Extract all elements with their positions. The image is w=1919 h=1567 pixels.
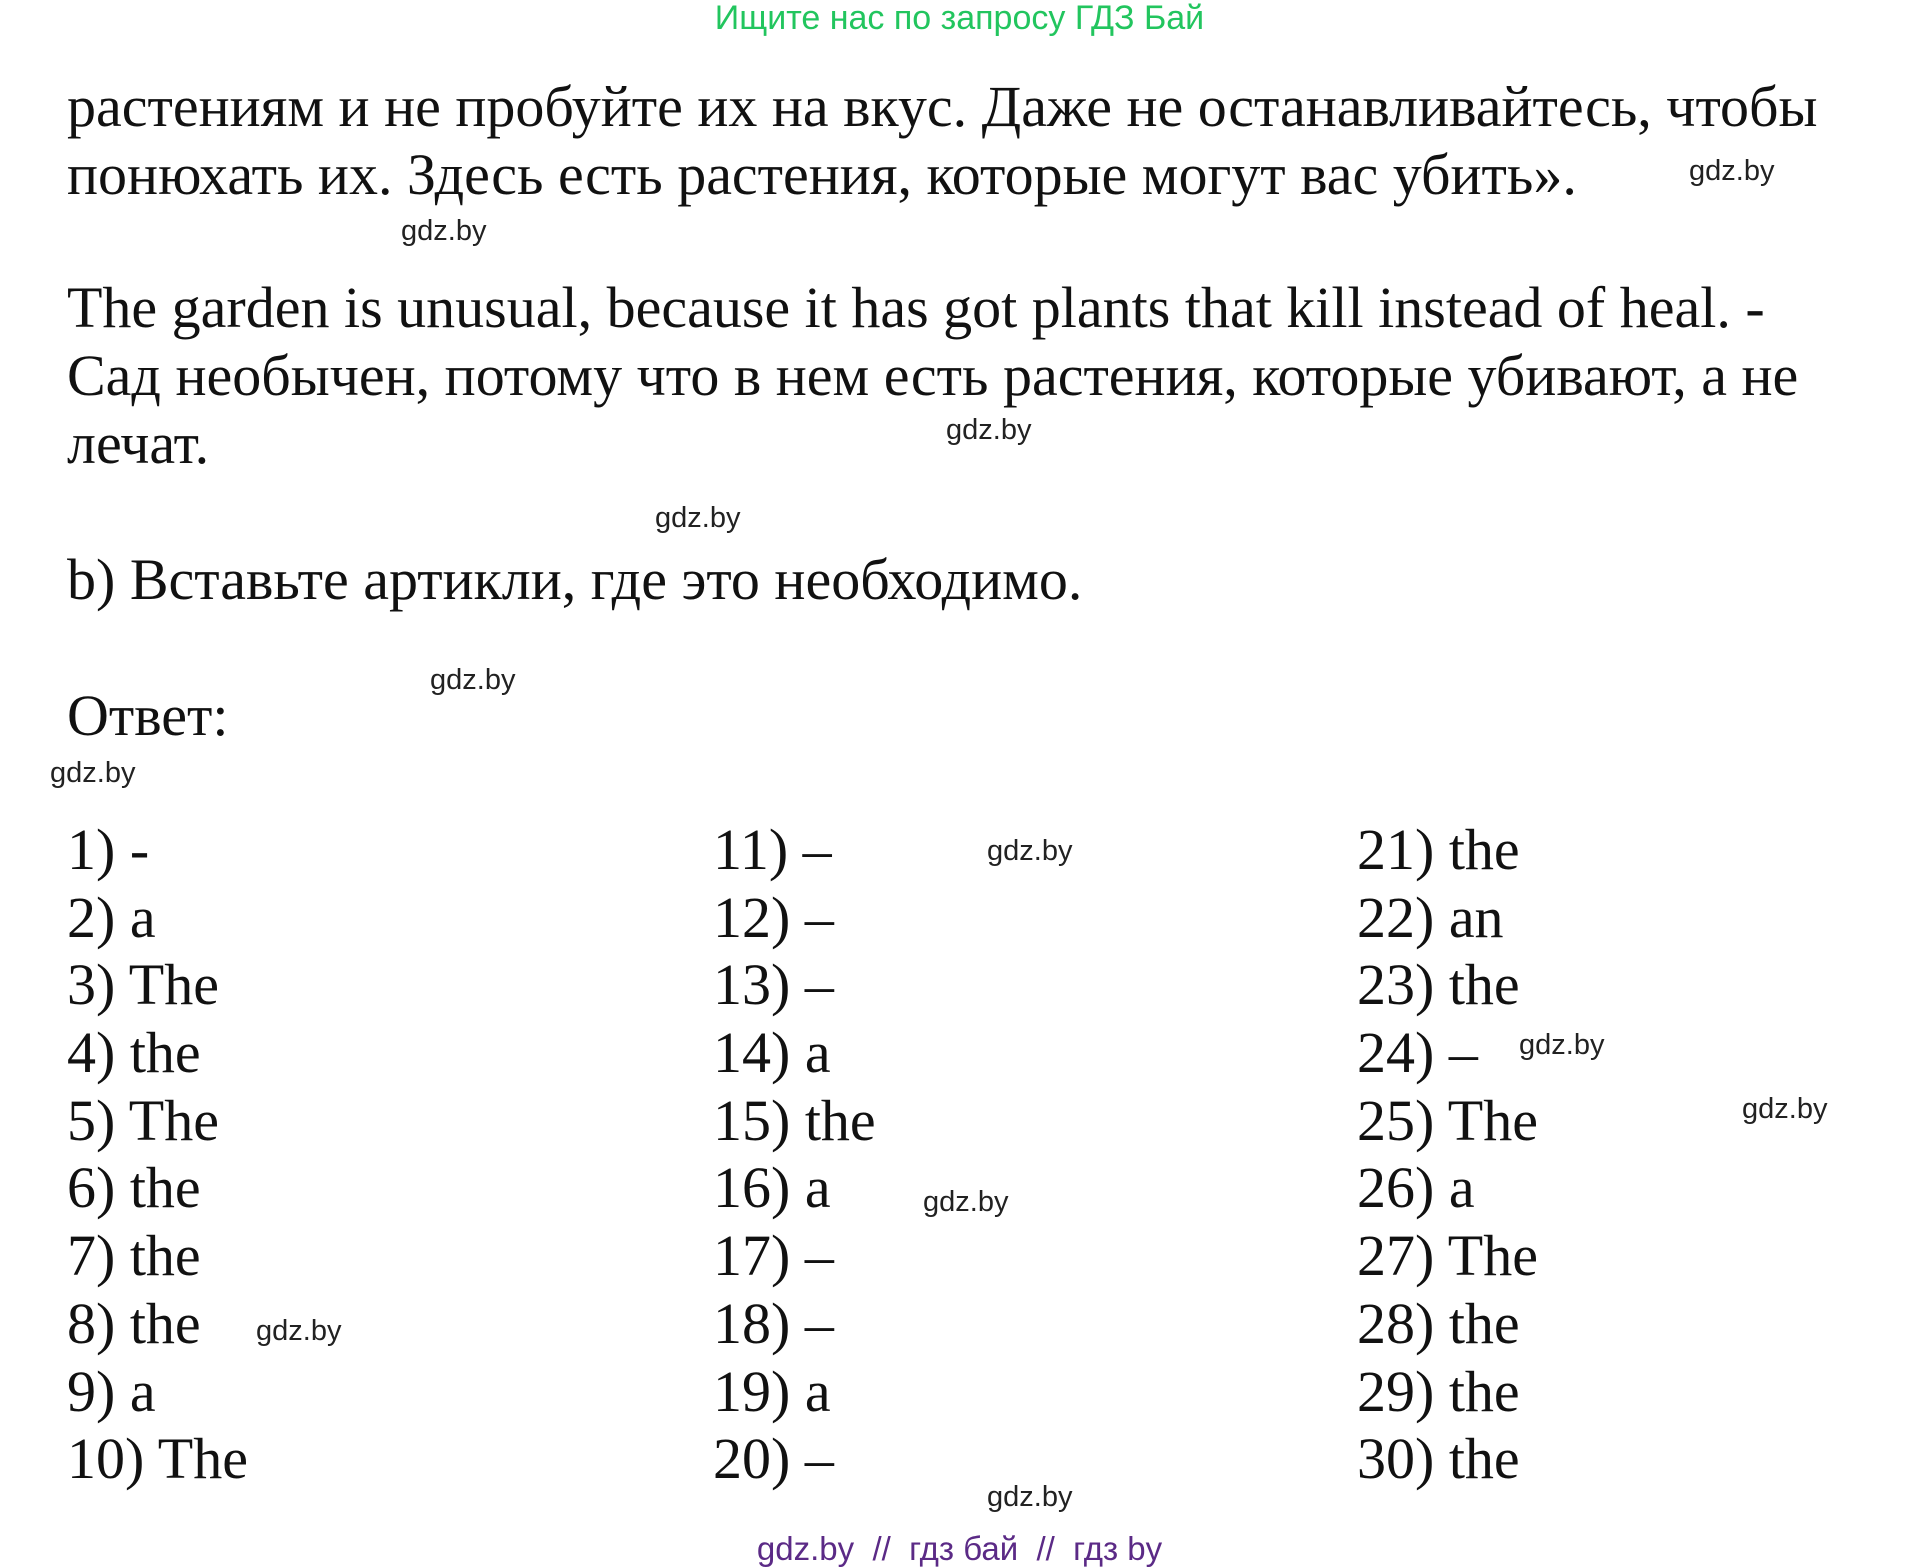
answer-item: 6) the (67, 1155, 201, 1221)
answer-item: 7) the (67, 1223, 201, 1289)
answer-item: 26) a (1357, 1155, 1475, 1221)
watermark: gdz.by (50, 757, 136, 789)
footer-links: gdz.by // гдз бай // гдз by (756, 1530, 1163, 1567)
answer-line-russian: Сад необычен, потому что в нем есть растения, которые убивают, а не (67, 343, 1799, 408)
answer-paragraph (67, 274, 1857, 478)
translation-line: понюхать их. Здесь есть растения, которые могут вас убить». (67, 142, 1577, 207)
answer-item: 25) The (1357, 1087, 1538, 1153)
answer-item: 12) – (713, 884, 834, 950)
answer-item: 29) the (1357, 1358, 1520, 1424)
watermark: gdz.by (987, 835, 1073, 867)
answer-item: 15) the (713, 1087, 876, 1153)
answers-column-1 (67, 816, 248, 1493)
answers-column-3 (1357, 816, 1538, 1493)
answer-item: 4) the (67, 1020, 201, 1086)
answer-item: 14) a (713, 1020, 831, 1086)
answer-line-english: The garden is unusual, because it has got plants that kill instead of heal. - (67, 275, 1765, 340)
answer-item: 28) the (1357, 1290, 1520, 1356)
watermark: gdz.by (923, 1186, 1009, 1218)
answer-line-russian: лечат. (67, 411, 210, 476)
watermark: gdz.by (430, 664, 516, 696)
answer-item: 27) The (1357, 1223, 1538, 1289)
task-b-text: b) Вставьте артикли, где это необходимо. (67, 547, 1083, 612)
answer-item: 21) the (1357, 817, 1520, 882)
answer-item: 1) - (67, 817, 150, 882)
answer-item: 13) – (713, 952, 834, 1018)
answer-item: 3) The (67, 952, 219, 1018)
answers-column-2 (713, 816, 876, 1493)
answer-item: 19) a (713, 1358, 831, 1424)
watermark: gdz.by (1519, 1029, 1605, 1061)
answer-item: 11) – (713, 817, 832, 882)
answer-heading-text: Ответ: (67, 683, 229, 748)
answer-item: 9) a (67, 1358, 156, 1424)
answer-item: 18) – (713, 1290, 834, 1356)
watermark: gdz.by (655, 502, 741, 534)
answer-item: 23) the (1357, 952, 1520, 1018)
watermark: gdz.by (1689, 155, 1775, 187)
answer-item: 20) – (713, 1426, 834, 1492)
translation-paragraph (67, 73, 1857, 209)
watermark: gdz.by (401, 215, 487, 247)
answer-item: 24) – (1357, 1020, 1478, 1086)
answer-item: 16) a (713, 1155, 831, 1221)
watermark: gdz.by (1742, 1093, 1828, 1125)
answer-heading (67, 682, 1857, 750)
answer-item: 2) a (67, 884, 156, 950)
watermark: gdz.by (946, 414, 1032, 446)
answer-item: 30) the (1357, 1426, 1520, 1492)
watermark: gdz.by (256, 1315, 342, 1347)
answer-item: 5) The (67, 1087, 219, 1153)
answer-item: 17) – (713, 1223, 834, 1289)
top-banner: Ищите нас по запросу ГДЗ Бай (714, 0, 1205, 37)
answer-item: 10) The (67, 1426, 248, 1492)
answer-item: 8) the (67, 1290, 201, 1356)
task-b-heading (67, 546, 1857, 614)
translation-line: растениям и не пробуйте их на вкус. Даже не останавливайтесь, чтобы (67, 74, 1818, 139)
watermark: gdz.by (987, 1481, 1073, 1513)
answer-item: 22) an (1357, 884, 1504, 950)
